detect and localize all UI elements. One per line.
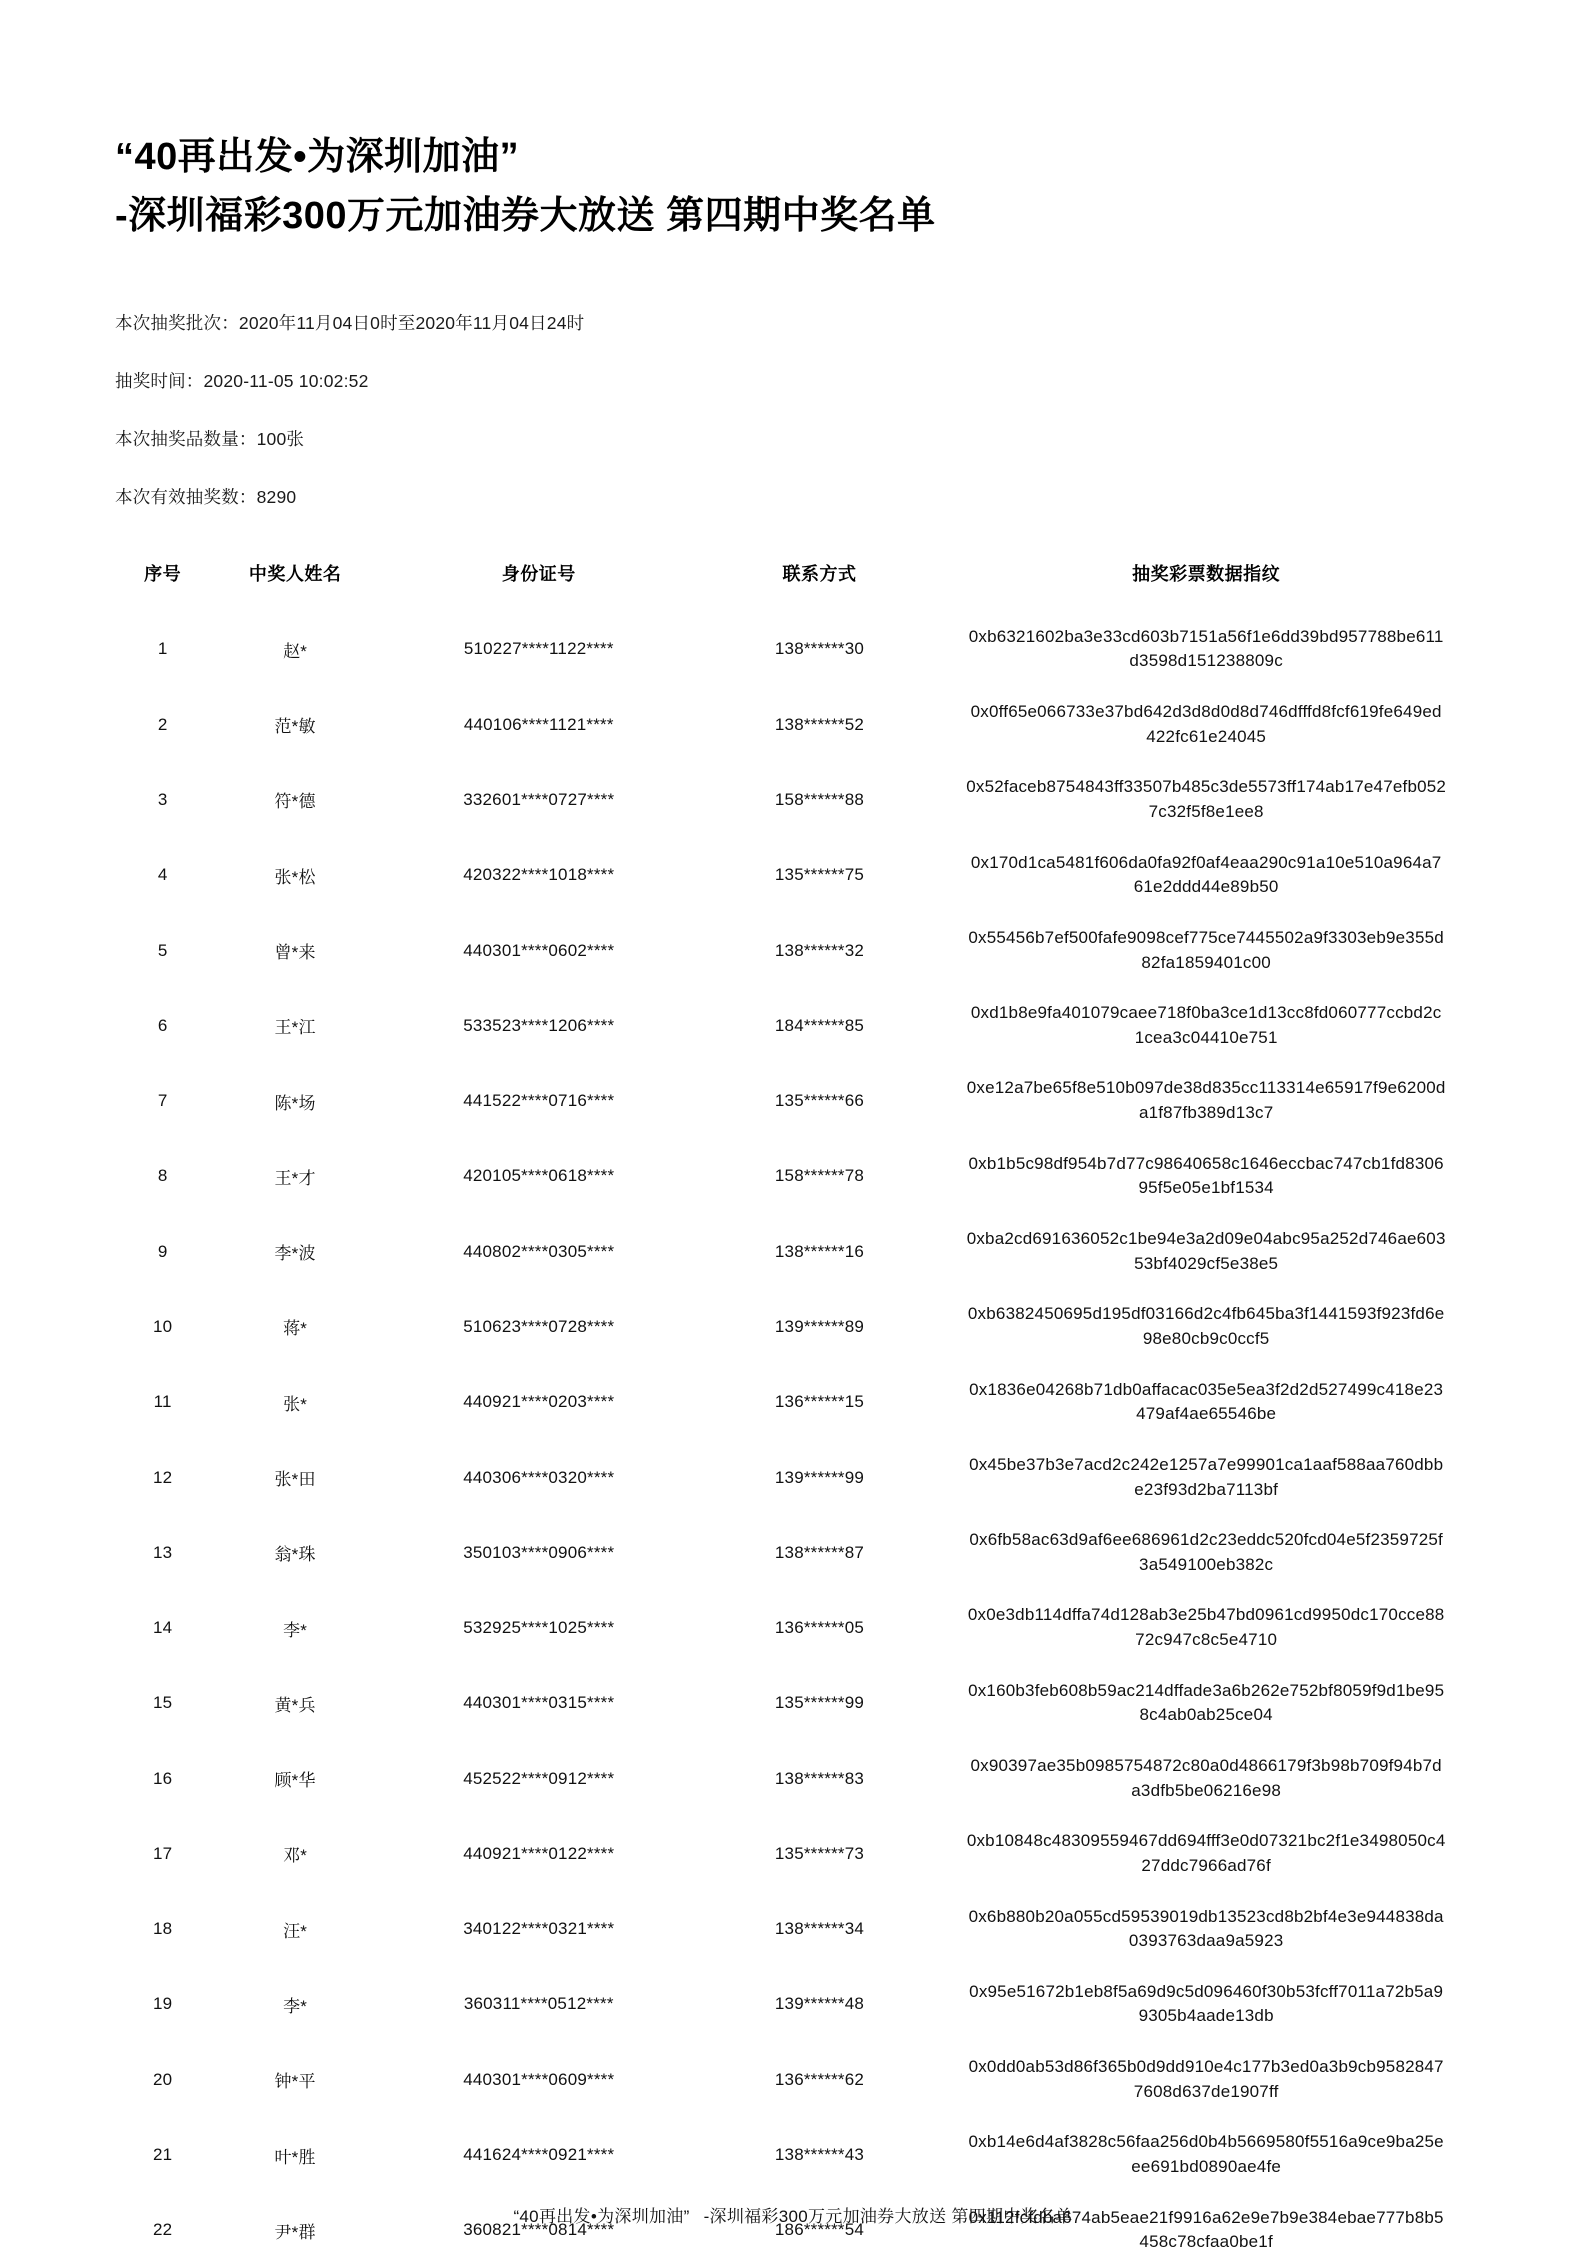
cell-name: 符*德 <box>274 792 316 812</box>
meta-batch: 本次抽奖批次：2020年11月04日0时至2020年11月04日24时 <box>115 312 585 333</box>
cell-index: 10 <box>153 1316 173 1336</box>
cell-index: 20 <box>153 2069 173 2089</box>
cell-hash <box>941 1741 1471 1816</box>
cell-name: 王*江 <box>274 1018 316 1038</box>
cell-id: 533523****1206**** <box>463 1015 615 1035</box>
cell-name: 王*才 <box>274 1168 316 1188</box>
cell-index: 12 <box>153 1467 173 1487</box>
cell-id: 420322****1018**** <box>463 865 615 885</box>
cell-name: 尹*群 <box>274 2222 316 2242</box>
cell-index: 14 <box>153 1618 173 1638</box>
hash-text: 0xb14e6d4af3828c56faa256d0b4b5669580f5516a9ce9ba25eee691bd0890ae4fe <box>968 2132 1444 2177</box>
cell-phone: 138******52 <box>774 714 865 734</box>
cell-name: 张* <box>283 1394 308 1414</box>
cell-id: 440306****0320**** <box>463 1467 615 1487</box>
cell-phone: 184******85 <box>774 1015 865 1035</box>
cell-id: 440301****0609**** <box>463 2069 615 2089</box>
cell-index: 2 <box>157 714 168 734</box>
title-line-2: -深圳福彩300万元加油券大放送 第四期中奖名单 <box>115 194 936 237</box>
cell-phone: 138******32 <box>774 940 865 960</box>
table-row <box>115 1214 1471 1289</box>
cell-name: 陈*场 <box>274 1093 316 1113</box>
cell-hash <box>941 2117 1471 2192</box>
table-row <box>115 988 1471 1063</box>
cell-phone: 138******87 <box>774 1542 865 1562</box>
cell-hash <box>941 1139 1471 1214</box>
cell-hash <box>941 988 1471 1063</box>
cell-name: 顾*华 <box>274 1771 316 1791</box>
cell-name: 邓* <box>283 1846 308 1866</box>
cell-name: 翁*珠 <box>274 1545 316 1565</box>
table-row <box>115 1666 1471 1741</box>
cell-phone: 138******30 <box>774 639 865 659</box>
cell-index: 6 <box>157 1015 168 1035</box>
table-row <box>115 1816 1471 1891</box>
cell-name: 汪* <box>283 1921 308 1941</box>
cell-phone: 136******05 <box>774 1618 865 1638</box>
cell-hash <box>941 1063 1471 1138</box>
table-row <box>115 2042 1471 2117</box>
cell-index: 11 <box>153 1392 172 1412</box>
footer-right-text: -深圳福彩300万元加油券大放送 第四期中奖名单 <box>703 2207 1073 2226</box>
table-row <box>115 762 1471 837</box>
table-row <box>115 1365 1471 1440</box>
cell-index: 4 <box>157 865 168 885</box>
cell-phone: 138******34 <box>774 1919 865 1939</box>
cell-hash <box>941 687 1471 762</box>
cell-id: 441624****0921**** <box>463 2145 615 2165</box>
cell-index: 16 <box>153 1768 173 1788</box>
hash-text: 0x95e51672b1eb8f5a69d9c5d096460f30b53fcff7011a72b5a99305b4aade13db <box>969 1981 1444 2026</box>
cell-name: 叶*胜 <box>274 2147 316 2167</box>
hash-text: 0x6b880b20a055cd59539019db13523cd8b2bf4e3e944838da0393763daa9a5923 <box>968 1906 1444 1951</box>
cell-hash <box>941 838 1471 913</box>
table-row <box>115 838 1471 913</box>
table-row <box>115 1967 1471 2042</box>
table-row <box>115 612 1471 687</box>
hash-text: 0xb6321602ba3e33cd603b7151a56f1e6dd39bd957788be611d3598d151238809c <box>968 626 1444 671</box>
hash-text: 0x0ff65e066733e37bd642d3d8d0d8d746dfffd8fcf619fe649ed422fc61e24045 <box>970 702 1442 746</box>
hash-text: 0x52faceb8754843ff33507b485c3de5573ff174ab17e47efb0527c32f5f8e1ee8 <box>966 777 1447 821</box>
cell-name: 钟*平 <box>274 2072 316 2092</box>
cell-index: 8 <box>157 1166 168 1186</box>
table-row <box>115 1590 1471 1665</box>
cell-name: 李* <box>283 1620 308 1640</box>
hash-text: 0x170d1ca5481f606da0fa92f0af4eaa290c91a10e510a964a761e2ddd44e89b50 <box>970 852 1442 897</box>
cell-phone: 138******43 <box>774 2145 865 2165</box>
cell-phone: 139******99 <box>774 1467 865 1487</box>
draw-metadata <box>115 309 1471 511</box>
page-title <box>115 0 1471 246</box>
cell-phone: 136******15 <box>774 1392 865 1412</box>
hash-text: 0xba2cd691636052c1be94e3a2d09e04abc95a252d746ae60353bf4029cf5e38e5 <box>966 1229 1446 1273</box>
cell-hash <box>941 1590 1471 1665</box>
cell-phone: 158******78 <box>774 1166 865 1186</box>
cell-id: 452522****0912**** <box>463 1768 615 1788</box>
cell-name: 蒋* <box>283 1319 308 1339</box>
hash-text: 0x160b3feb608b59ac214dffade3a6b262e752bf8059f9d1be958c4ab0ab25ce04 <box>968 1680 1445 1725</box>
cell-hash <box>941 2042 1471 2117</box>
cell-hash <box>941 612 1471 687</box>
table-row <box>115 2117 1471 2192</box>
cell-phone: 139******48 <box>774 1994 865 2014</box>
cell-phone: 136******62 <box>774 2069 865 2089</box>
hash-text: 0xb1b5c98df954b7d77c98640658c1646eccbac747cb1fd830695f5e05e1bf1534 <box>968 1153 1444 1198</box>
cell-name: 黄*兵 <box>274 1695 316 1715</box>
cell-phone: 158******88 <box>774 789 865 809</box>
cell-name: 曾*来 <box>274 943 316 963</box>
table-row <box>115 1063 1471 1138</box>
winners-table-body <box>115 612 1471 2268</box>
cell-index: 15 <box>153 1693 173 1713</box>
cell-id: 440301****0315**** <box>463 1693 615 1713</box>
cell-index: 7 <box>157 1091 168 1111</box>
cell-phone: 135******75 <box>774 865 865 885</box>
cell-hash <box>941 1666 1471 1741</box>
hash-text: 0x0e3db114dffa74d128ab3e25b47bd0961cd9950dc170cce8872c947c8c5e4710 <box>967 1605 1445 1650</box>
column-header-id: 身份证号 <box>501 563 576 584</box>
hash-text: 0x90397ae35b0985754872c80a0d4866179f3b98b709f94b7da3dfb5be06216e98 <box>970 1756 1442 1800</box>
cell-hash <box>941 1816 1471 1891</box>
column-header-phone: 联系方式 <box>782 563 857 584</box>
meta-prize-count: 本次抽奖品数量：100张 <box>115 428 305 449</box>
cell-index: 21 <box>153 2145 173 2165</box>
table-header-row <box>115 559 1471 612</box>
cell-index: 13 <box>153 1542 173 1562</box>
cell-hash <box>941 1440 1471 1515</box>
cell-id: 360821****0814**** <box>463 2220 615 2240</box>
cell-phone: 138******16 <box>774 1241 865 1261</box>
cell-name: 范*敏 <box>274 717 316 737</box>
table-row <box>115 1741 1471 1816</box>
cell-id: 510623****0728**** <box>463 1316 615 1336</box>
column-header-name: 中奖人姓名 <box>248 563 342 584</box>
cell-hash <box>941 1214 1471 1289</box>
hash-text: 0x112fcfdba674ab5eae21f9916a62e9e7b9e384ebae777b8b5458c78cfaa0be1f <box>968 2207 1444 2252</box>
column-header-hash: 抽奖彩票数据指纹 <box>1132 563 1281 584</box>
cell-index: 19 <box>153 1994 173 2014</box>
cell-name: 赵* <box>283 641 308 661</box>
cell-id: 440301****0602**** <box>463 940 615 960</box>
cell-index: 18 <box>153 1919 173 1939</box>
cell-index: 17 <box>153 1843 173 1863</box>
cell-id: 440802****0305**** <box>463 1241 615 1261</box>
cell-name: 李*波 <box>274 1244 316 1264</box>
cell-index: 5 <box>157 940 168 960</box>
cell-hash <box>941 1365 1471 1440</box>
cell-id: 340122****0321**** <box>463 1919 615 1939</box>
column-header-index: 序号 <box>144 563 182 584</box>
table-row <box>115 687 1471 762</box>
table-row <box>115 1139 1471 1214</box>
cell-id: 440106****1121**** <box>463 714 614 734</box>
hash-text: 0xe12a7be65f8e510b097de38d835cc113314e65917f9e6200da1f87fb389d13c7 <box>966 1078 1446 1123</box>
cell-name: 李* <box>283 1996 308 2016</box>
cell-index: 9 <box>157 1241 168 1261</box>
hash-text: 0x55456b7ef500fafe9098cef775ce7445502a9f3303eb9e355d82fa1859401c00 <box>968 927 1444 972</box>
cell-index: 1 <box>157 639 168 659</box>
cell-hash <box>941 1967 1471 2042</box>
cell-phone: 139******89 <box>774 1316 865 1336</box>
hash-text: 0xb6382450695d195df03166d2c4fb645ba3f1441593f923fd6e98e80cb9c0ccf5 <box>967 1304 1445 1348</box>
cell-hash <box>941 1515 1471 1590</box>
cell-phone: 135******66 <box>774 1091 865 1111</box>
table-row <box>115 1515 1471 1590</box>
hash-text: 0x1836e04268b71db0affacac035e5ea3f2d2d527499c418e23479af4ae65546be <box>969 1379 1444 1424</box>
hash-text: 0x45be37b3e7acd2c242e1257a7e99901ca1aaf588aa760dbbe23f93d2ba7113bf <box>969 1454 1444 1499</box>
meta-draw-time: 抽奖时间：2020-11-05 10:02:52 <box>115 370 369 391</box>
cell-phone: 135******99 <box>774 1693 865 1713</box>
table-row <box>115 1440 1471 1515</box>
cell-phone: 186******54 <box>774 2220 865 2240</box>
title-line-1: “40再出发•为深圳加油” <box>115 136 520 178</box>
cell-id: 360311****0512**** <box>463 1994 614 2014</box>
cell-hash <box>941 913 1471 988</box>
cell-hash <box>941 762 1471 837</box>
cell-id: 420105****0618**** <box>463 1166 615 1186</box>
cell-id: 332601****0727**** <box>463 789 615 809</box>
cell-phone: 135******73 <box>774 1843 865 1863</box>
page-footer <box>0 2202 1586 2227</box>
cell-hash <box>941 1289 1471 1364</box>
cell-id: 440921****0203**** <box>463 1392 615 1412</box>
table-row <box>115 1892 1471 1967</box>
cell-id: 532925****1025**** <box>463 1618 615 1638</box>
cell-index: 3 <box>157 789 168 809</box>
hash-text: 0x0dd0ab53d86f365b0d9dd910e4c177b3ed0a3b9cb95828477608d637de1907ff <box>968 2057 1444 2101</box>
cell-id: 510227****1122**** <box>463 639 614 659</box>
footer-left-text: “40再出发•为深圳加油” <box>513 2207 690 2226</box>
cell-id: 350103****0906**** <box>463 1542 615 1562</box>
table-row <box>115 1289 1471 1364</box>
table-row <box>115 913 1471 988</box>
hash-text: 0x6fb58ac63d9af6ee686961d2c23eddc520fcd04e5f2359725f3a549100eb382c <box>969 1530 1443 1574</box>
cell-index: 22 <box>153 2220 173 2240</box>
cell-hash <box>941 1892 1471 1967</box>
cell-name: 张*田 <box>274 1470 316 1490</box>
cell-phone: 138******83 <box>774 1768 865 1788</box>
winners-table <box>115 559 1471 2268</box>
hash-text: 0xb10848c48309559467dd694fff3e0d07321bc2f1e3498050c427ddc7966ad76f <box>966 1831 1446 1875</box>
cell-id: 440921****0122**** <box>463 1843 615 1863</box>
cell-name: 张*松 <box>274 867 316 887</box>
hash-text: 0xd1b8e9fa401079caee718f0ba3ce1d13cc8fd060777ccbd2c1cea3c04410e751 <box>970 1003 1442 1047</box>
cell-id: 441522****0716**** <box>463 1091 615 1111</box>
meta-valid-entries: 本次有效抽奖数：8290 <box>115 486 297 507</box>
